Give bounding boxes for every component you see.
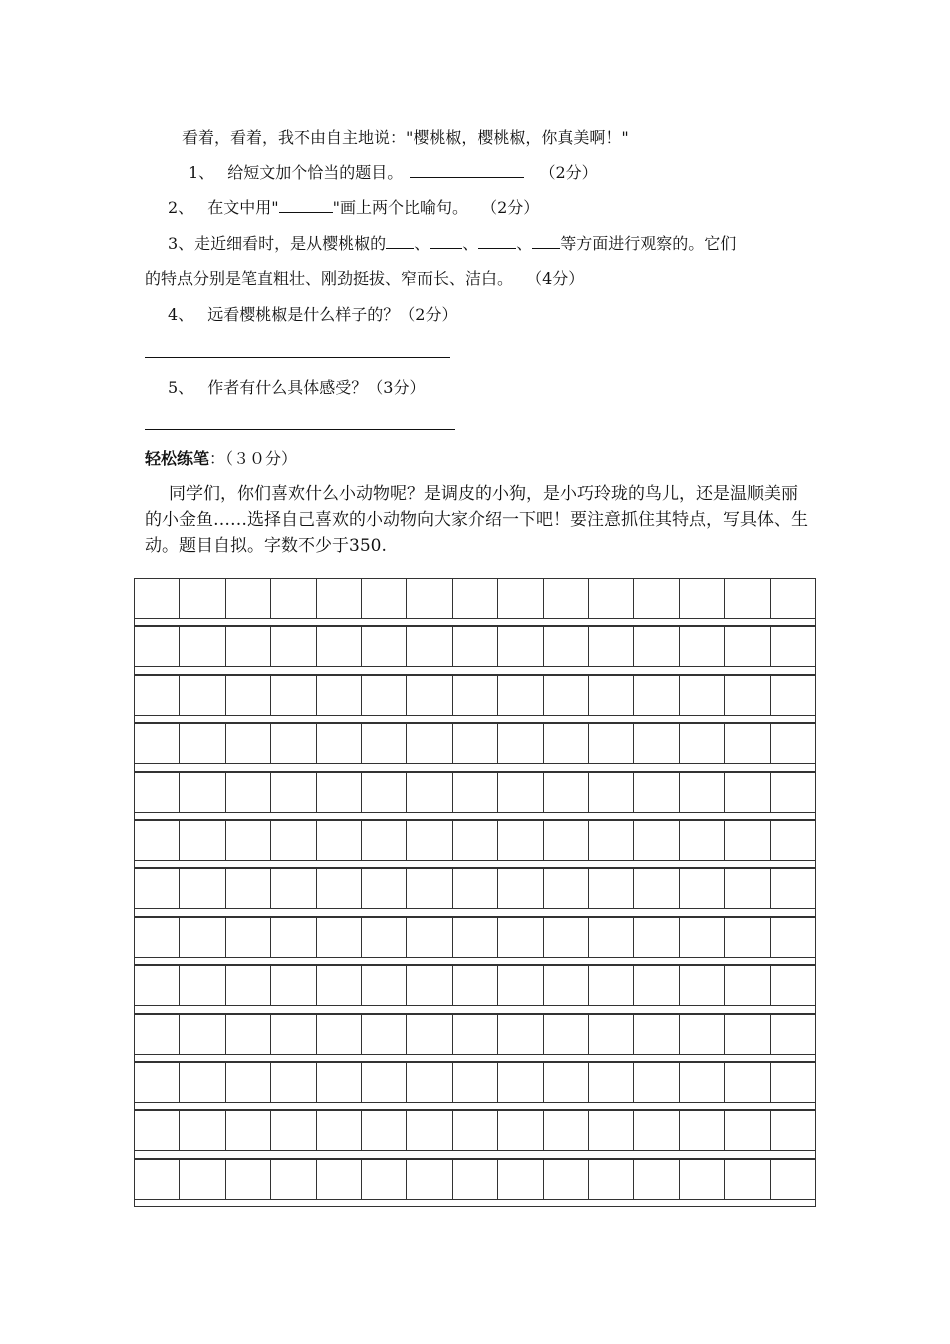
grid-cell[interactable] bbox=[317, 1160, 362, 1199]
grid-cell[interactable] bbox=[589, 724, 634, 763]
grid-cell[interactable] bbox=[589, 676, 634, 715]
grid-cell[interactable] bbox=[544, 1111, 589, 1150]
grid-cell[interactable] bbox=[317, 966, 362, 1005]
grid-cell[interactable] bbox=[725, 676, 770, 715]
grid-cell[interactable] bbox=[407, 966, 452, 1005]
grid-cell[interactable] bbox=[771, 1111, 815, 1150]
grid-row bbox=[134, 1159, 816, 1207]
grid-cell[interactable] bbox=[180, 773, 225, 812]
grid-cell[interactable] bbox=[226, 1015, 271, 1054]
grid-cell[interactable] bbox=[226, 918, 271, 957]
grid-row-cells bbox=[134, 1110, 816, 1151]
grid-cell[interactable] bbox=[362, 1160, 407, 1199]
grid-row bbox=[134, 675, 816, 723]
grid-cell[interactable] bbox=[498, 1111, 543, 1150]
grid-cell[interactable] bbox=[771, 918, 815, 957]
grid-cell[interactable] bbox=[498, 1063, 543, 1102]
grid-cell[interactable] bbox=[453, 1063, 498, 1102]
grid-cell[interactable] bbox=[680, 579, 725, 618]
grid-cell[interactable] bbox=[226, 773, 271, 812]
underline-mark-sample bbox=[279, 196, 333, 213]
grid-cell[interactable] bbox=[544, 966, 589, 1005]
aspect-blank-2[interactable] bbox=[430, 232, 462, 249]
grid-cell[interactable] bbox=[180, 1160, 225, 1199]
grid-cell[interactable] bbox=[634, 676, 679, 715]
grid-cell[interactable] bbox=[589, 579, 634, 618]
grid-cell[interactable] bbox=[317, 1015, 362, 1054]
grid-row-cells bbox=[134, 820, 816, 861]
grid-cell[interactable] bbox=[634, 918, 679, 957]
grid-cell[interactable] bbox=[771, 1015, 815, 1054]
grid-cell[interactable] bbox=[680, 918, 725, 957]
grid-cell[interactable] bbox=[317, 821, 362, 860]
grid-cell[interactable] bbox=[407, 579, 452, 618]
grid-row bbox=[134, 578, 816, 626]
grid-row bbox=[134, 965, 816, 1013]
grid-cell[interactable] bbox=[498, 1160, 543, 1199]
grid-cell[interactable] bbox=[634, 627, 679, 666]
question-5-answer-line[interactable] bbox=[145, 429, 455, 430]
grid-cell[interactable] bbox=[725, 1063, 770, 1102]
grid-cell[interactable] bbox=[725, 627, 770, 666]
grid-cell[interactable] bbox=[271, 1015, 316, 1054]
grid-cell[interactable] bbox=[725, 918, 770, 957]
grid-cell[interactable] bbox=[180, 918, 225, 957]
grid-cell[interactable] bbox=[226, 724, 271, 763]
grid-cell[interactable] bbox=[180, 821, 225, 860]
grid-cell[interactable] bbox=[226, 1063, 271, 1102]
grid-row-cells bbox=[134, 675, 816, 716]
writing-section-title: 轻松练笔：（３０分） bbox=[145, 449, 298, 468]
grid-cell[interactable] bbox=[407, 1111, 452, 1150]
grid-row-cells bbox=[134, 1062, 816, 1103]
grid-cell[interactable] bbox=[544, 1063, 589, 1102]
grid-cell[interactable] bbox=[407, 1063, 452, 1102]
grid-row bbox=[134, 1110, 816, 1158]
grid-cell[interactable] bbox=[317, 1111, 362, 1150]
grid-cell[interactable] bbox=[317, 579, 362, 618]
grid-cell[interactable] bbox=[362, 1111, 407, 1150]
grid-cell[interactable] bbox=[180, 724, 225, 763]
grid-cell[interactable] bbox=[407, 869, 452, 908]
grid-cell[interactable] bbox=[544, 1160, 589, 1199]
grid-cell[interactable] bbox=[317, 773, 362, 812]
grid-cell[interactable] bbox=[407, 918, 452, 957]
grid-row bbox=[134, 868, 816, 916]
grid-cell[interactable] bbox=[634, 1111, 679, 1150]
grid-cell[interactable] bbox=[180, 869, 225, 908]
grid-row bbox=[134, 772, 816, 820]
grid-cell[interactable] bbox=[771, 821, 815, 860]
grid-cell[interactable] bbox=[498, 724, 543, 763]
grid-row-gap bbox=[134, 861, 816, 868]
aspect-blank-3[interactable] bbox=[478, 232, 516, 249]
grid-cell[interactable] bbox=[725, 1015, 770, 1054]
grid-cell[interactable] bbox=[544, 676, 589, 715]
grid-cell[interactable] bbox=[271, 1063, 316, 1102]
grid-cell[interactable] bbox=[362, 966, 407, 1005]
grid-cell[interactable] bbox=[135, 773, 180, 812]
grid-cell[interactable] bbox=[544, 821, 589, 860]
grid-cell[interactable] bbox=[362, 1063, 407, 1102]
grid-cell[interactable] bbox=[498, 821, 543, 860]
grid-cell[interactable] bbox=[271, 1111, 316, 1150]
grid-cell[interactable] bbox=[135, 676, 180, 715]
grid-row-gap bbox=[134, 909, 816, 916]
grid-cell[interactable] bbox=[680, 676, 725, 715]
grid-cell[interactable] bbox=[135, 1160, 180, 1199]
writing-prompt: 同学们，你们喜欢什么小动物呢？是调皮的小狗，是小巧玲珑的鸟儿，还是温顺美丽的小金鱼……选择自己喜欢的小动物向大家介绍一下吧！要注意抓住其特点，写具体、生动。题目自拟。字数不少于350. bbox=[145, 484, 808, 556]
grid-cell[interactable] bbox=[271, 1160, 316, 1199]
grid-cell[interactable] bbox=[680, 869, 725, 908]
grid-cell[interactable] bbox=[453, 869, 498, 908]
grid-cell[interactable] bbox=[317, 869, 362, 908]
composition-grid[interactable] bbox=[134, 578, 816, 1207]
grid-cell[interactable] bbox=[453, 724, 498, 763]
grid-cell[interactable] bbox=[771, 627, 815, 666]
grid-cell[interactable] bbox=[362, 773, 407, 812]
grid-row-gap bbox=[134, 958, 816, 965]
grid-cell[interactable] bbox=[544, 773, 589, 812]
grid-cell[interactable] bbox=[634, 1015, 679, 1054]
grid-cell[interactable] bbox=[180, 966, 225, 1005]
grid-cell[interactable] bbox=[544, 579, 589, 618]
grid-cell[interactable] bbox=[680, 1015, 725, 1054]
grid-cell[interactable] bbox=[453, 579, 498, 618]
grid-cell[interactable] bbox=[544, 627, 589, 666]
grid-cell[interactable] bbox=[271, 869, 316, 908]
grid-row-gap bbox=[134, 1151, 816, 1158]
grid-cell[interactable] bbox=[771, 773, 815, 812]
grid-cell[interactable] bbox=[680, 724, 725, 763]
grid-cell[interactable] bbox=[135, 1063, 180, 1102]
grid-cell[interactable] bbox=[544, 918, 589, 957]
grid-cell[interactable] bbox=[771, 724, 815, 763]
grid-cell[interactable] bbox=[725, 1160, 770, 1199]
grid-cell[interactable] bbox=[135, 821, 180, 860]
grid-cell[interactable] bbox=[135, 869, 180, 908]
grid-cell[interactable] bbox=[544, 1015, 589, 1054]
grid-cell[interactable] bbox=[544, 869, 589, 908]
grid-cell[interactable] bbox=[771, 966, 815, 1005]
grid-cell[interactable] bbox=[271, 579, 316, 618]
grid-row bbox=[134, 1014, 816, 1062]
grid-cell[interactable] bbox=[407, 773, 452, 812]
grid-cell[interactable] bbox=[362, 724, 407, 763]
grid-cell[interactable] bbox=[453, 1160, 498, 1199]
question-2: 2、 在文中用" "画上两个比喻句。 （2分） bbox=[168, 198, 540, 217]
grid-cell[interactable] bbox=[725, 773, 770, 812]
grid-cell[interactable] bbox=[317, 676, 362, 715]
grid-row-gap bbox=[134, 1200, 816, 1207]
grid-cell[interactable] bbox=[498, 1015, 543, 1054]
grid-cell[interactable] bbox=[453, 1111, 498, 1150]
grid-cell[interactable] bbox=[453, 773, 498, 812]
grid-cell[interactable] bbox=[180, 1015, 225, 1054]
grid-cell[interactable] bbox=[453, 821, 498, 860]
question-3-line-1: 3、走近细看时，是从樱桃椒的 、 、 、 等方面进行观察的。它们 bbox=[168, 234, 737, 253]
grid-cell[interactable] bbox=[180, 1111, 225, 1150]
grid-cell[interactable] bbox=[634, 724, 679, 763]
grid-cell[interactable] bbox=[498, 579, 543, 618]
grid-row-gap bbox=[134, 619, 816, 626]
grid-cell[interactable] bbox=[771, 579, 815, 618]
grid-cell[interactable] bbox=[771, 869, 815, 908]
grid-cell[interactable] bbox=[135, 627, 180, 666]
grid-cell[interactable] bbox=[226, 676, 271, 715]
grid-cell[interactable] bbox=[634, 1160, 679, 1199]
grid-cell[interactable] bbox=[317, 724, 362, 763]
grid-row bbox=[134, 1062, 816, 1110]
grid-cell[interactable] bbox=[680, 1063, 725, 1102]
grid-cell[interactable] bbox=[407, 1160, 452, 1199]
grid-row-cells bbox=[134, 1014, 816, 1055]
grid-cell[interactable] bbox=[634, 869, 679, 908]
grid-cell[interactable] bbox=[271, 821, 316, 860]
grid-cell[interactable] bbox=[589, 627, 634, 666]
grid-cell[interactable] bbox=[680, 627, 725, 666]
grid-cell[interactable] bbox=[453, 1015, 498, 1054]
grid-cell[interactable] bbox=[135, 579, 180, 618]
grid-cell[interactable] bbox=[589, 1015, 634, 1054]
grid-cell[interactable] bbox=[180, 579, 225, 618]
grid-cell[interactable] bbox=[362, 869, 407, 908]
grid-row bbox=[134, 723, 816, 771]
grid-row-cells bbox=[134, 965, 816, 1006]
grid-cell[interactable] bbox=[180, 1063, 225, 1102]
grid-cell[interactable] bbox=[634, 966, 679, 1005]
grid-row-cells bbox=[134, 626, 816, 667]
grid-row-gap bbox=[134, 1055, 816, 1062]
grid-cell[interactable] bbox=[135, 918, 180, 957]
grid-cell[interactable] bbox=[498, 966, 543, 1005]
grid-cell[interactable] bbox=[498, 627, 543, 666]
grid-cell[interactable] bbox=[407, 1015, 452, 1054]
grid-row-gap bbox=[134, 1006, 816, 1013]
grid-cell[interactable] bbox=[180, 676, 225, 715]
grid-cell[interactable] bbox=[680, 821, 725, 860]
grid-cell[interactable] bbox=[680, 773, 725, 812]
grid-cell[interactable] bbox=[226, 579, 271, 618]
question-3-line-2: 的特点分别是笔直粗壮、刚劲挺拔、窄而长、洁白。 （4分） bbox=[145, 269, 585, 288]
grid-cell[interactable] bbox=[226, 821, 271, 860]
grid-row bbox=[134, 626, 816, 674]
grid-row-gap bbox=[134, 813, 816, 820]
grid-cell[interactable] bbox=[226, 966, 271, 1005]
grid-row bbox=[134, 917, 816, 965]
grid-cell[interactable] bbox=[725, 821, 770, 860]
grid-cell[interactable] bbox=[634, 1063, 679, 1102]
question-4: 4、 远看樱桃椒是什么样子的？（2分） bbox=[168, 305, 458, 324]
grid-cell[interactable] bbox=[362, 676, 407, 715]
title-answer-blank[interactable] bbox=[410, 161, 524, 178]
grid-cell[interactable] bbox=[271, 627, 316, 666]
question-5: 5、 作者有什么具体感受？（3分） bbox=[168, 378, 426, 397]
grid-cell[interactable] bbox=[725, 579, 770, 618]
grid-cell[interactable] bbox=[271, 724, 316, 763]
grid-row-gap bbox=[134, 764, 816, 771]
grid-cell[interactable] bbox=[634, 579, 679, 618]
grid-cell[interactable] bbox=[407, 627, 452, 666]
question-1: 1、 给短文加个恰当的题目。 （2分） bbox=[188, 163, 598, 182]
grid-cell[interactable] bbox=[317, 1063, 362, 1102]
aspect-blank-1[interactable] bbox=[386, 232, 414, 249]
grid-cell[interactable] bbox=[680, 966, 725, 1005]
grid-cell[interactable] bbox=[725, 869, 770, 908]
grid-row-cells bbox=[134, 917, 816, 958]
grid-cell[interactable] bbox=[407, 724, 452, 763]
grid-cell[interactable] bbox=[407, 821, 452, 860]
grid-cell[interactable] bbox=[725, 724, 770, 763]
grid-cell[interactable] bbox=[589, 869, 634, 908]
grid-cell[interactable] bbox=[271, 773, 316, 812]
grid-cell[interactable] bbox=[271, 918, 316, 957]
aspect-blank-4[interactable] bbox=[532, 232, 560, 249]
grid-row-cells bbox=[134, 723, 816, 764]
grid-cell[interactable] bbox=[634, 821, 679, 860]
grid-cell[interactable] bbox=[226, 869, 271, 908]
grid-cell[interactable] bbox=[362, 579, 407, 618]
grid-row-cells bbox=[134, 578, 816, 619]
grid-cell[interactable] bbox=[589, 821, 634, 860]
grid-cell[interactable] bbox=[135, 1111, 180, 1150]
grid-cell[interactable] bbox=[544, 724, 589, 763]
grid-cell[interactable] bbox=[407, 676, 452, 715]
grid-cell[interactable] bbox=[589, 918, 634, 957]
grid-cell[interactable] bbox=[362, 821, 407, 860]
grid-cell[interactable] bbox=[226, 627, 271, 666]
grid-row-gap bbox=[134, 716, 816, 723]
grid-cell[interactable] bbox=[589, 1111, 634, 1150]
grid-cell[interactable] bbox=[135, 724, 180, 763]
grid-cell[interactable] bbox=[589, 773, 634, 812]
grid-cell[interactable] bbox=[498, 918, 543, 957]
grid-cell[interactable] bbox=[589, 966, 634, 1005]
grid-row-gap bbox=[134, 667, 816, 674]
grid-cell[interactable] bbox=[771, 676, 815, 715]
grid-cell[interactable] bbox=[271, 966, 316, 1005]
grid-cell[interactable] bbox=[453, 966, 498, 1005]
grid-cell[interactable] bbox=[271, 676, 316, 715]
grid-cell[interactable] bbox=[226, 1111, 271, 1150]
grid-row-cells bbox=[134, 868, 816, 909]
grid-cell[interactable] bbox=[453, 918, 498, 957]
grid-cell[interactable] bbox=[180, 627, 225, 666]
grid-cell[interactable] bbox=[362, 918, 407, 957]
grid-row bbox=[134, 820, 816, 868]
passage-last-line: 看着，看着，我不由自主地说："樱桃椒，樱桃椒，你真美啊！" bbox=[182, 128, 629, 147]
grid-cell[interactable] bbox=[226, 1160, 271, 1199]
grid-cell[interactable] bbox=[362, 1015, 407, 1054]
grid-cell[interactable] bbox=[317, 627, 362, 666]
grid-cell[interactable] bbox=[453, 627, 498, 666]
grid-cell[interactable] bbox=[498, 676, 543, 715]
grid-cell[interactable] bbox=[771, 1063, 815, 1102]
grid-cell[interactable] bbox=[680, 1160, 725, 1199]
grid-cell[interactable] bbox=[725, 1111, 770, 1150]
grid-row-gap bbox=[134, 1103, 816, 1110]
grid-cell[interactable] bbox=[771, 1160, 815, 1199]
grid-cell[interactable] bbox=[498, 869, 543, 908]
grid-cell[interactable] bbox=[135, 1015, 180, 1054]
grid-cell[interactable] bbox=[498, 773, 543, 812]
grid-cell[interactable] bbox=[453, 676, 498, 715]
grid-cell[interactable] bbox=[589, 1160, 634, 1199]
grid-row-cells bbox=[134, 1159, 816, 1200]
grid-cell[interactable] bbox=[725, 966, 770, 1005]
grid-row-cells bbox=[134, 772, 816, 813]
grid-cell[interactable] bbox=[589, 1063, 634, 1102]
grid-cell[interactable] bbox=[135, 966, 180, 1005]
grid-cell[interactable] bbox=[362, 627, 407, 666]
question-4-answer-line[interactable] bbox=[145, 357, 450, 358]
grid-cell[interactable] bbox=[634, 773, 679, 812]
grid-cell[interactable] bbox=[680, 1111, 725, 1150]
grid-cell[interactable] bbox=[317, 918, 362, 957]
